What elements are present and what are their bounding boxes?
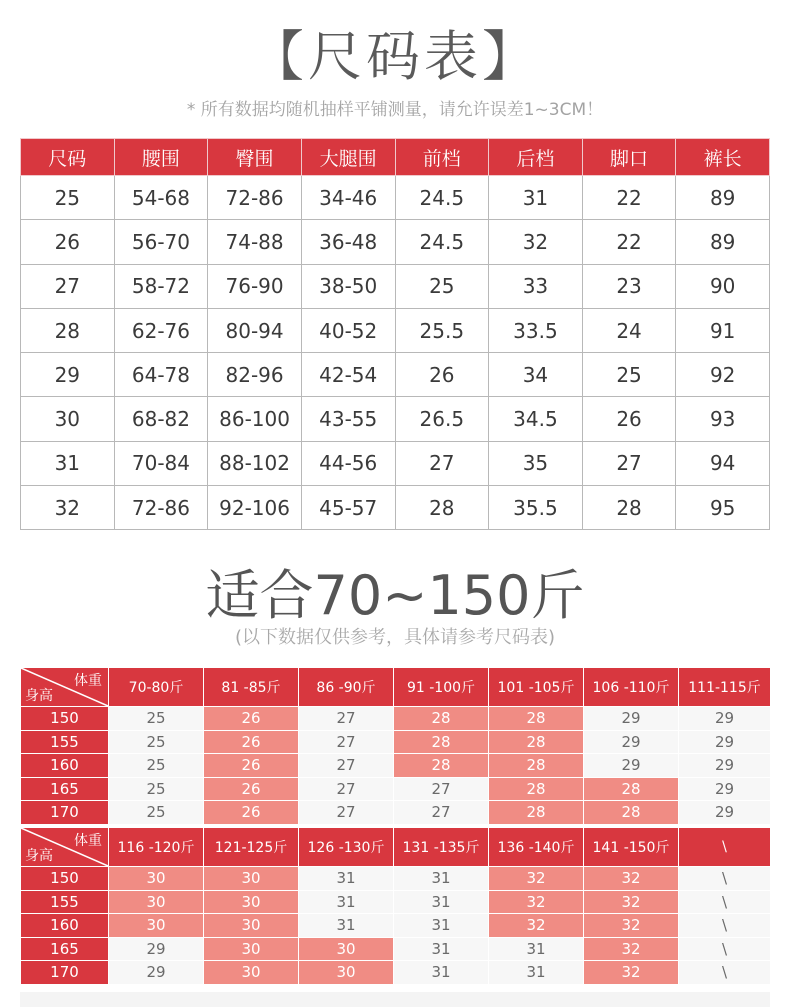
corner-cell [21,828,109,867]
fit-row [21,914,771,938]
size-header-cell: 臀围 [208,139,302,176]
size-cell: 91 [676,308,770,352]
size-cell: 26 [21,220,115,264]
fit-size-cell: 27 [299,801,394,825]
size-row [21,353,770,397]
size-cell: 40-52 [301,308,395,352]
fit-row [21,890,771,914]
fit-size-cell: 25 [109,730,204,754]
size-cell: 34.5 [489,397,583,441]
height-cell: 160 [21,914,109,938]
size-cell: 26 [582,397,676,441]
fit-size-cell: 32 [584,961,679,985]
fit-row [21,777,771,801]
fit-size-cell: 29 [679,754,771,778]
size-cell: 24.5 [395,220,489,264]
fit-size-cell: 28 [584,777,679,801]
size-cell: 29 [21,353,115,397]
fit-header-row [21,828,771,867]
fit-size-cell: 29 [679,707,771,731]
size-cell: 27 [582,441,676,485]
weight-range-cell: 101 -105斤 [489,668,584,707]
size-cell: 93 [676,397,770,441]
size-table-body [21,176,770,530]
size-cell: 34 [489,353,583,397]
corner-weight-label: 体重 [74,833,102,849]
fit-table-2 [20,827,771,985]
fit-size-cell: 30 [109,890,204,914]
fit-row [21,730,771,754]
fit-size-cell: 32 [489,867,584,891]
height-cell: 150 [21,867,109,891]
fit-size-cell: 30 [204,914,299,938]
size-cell: 82-96 [208,353,302,397]
weight-range-cell: 136 -140斤 [489,828,584,867]
size-cell: 80-94 [208,308,302,352]
height-cell: 150 [21,707,109,731]
fit-size-cell: 27 [299,777,394,801]
size-header-cell: 脚口 [582,139,676,176]
measurement-note: * 所有数据均随机抽样平铺测量，请允许误差1~3CM！ [186,100,604,120]
size-cell: 34-46 [301,176,395,220]
size-cell: 24 [582,308,676,352]
fit-size-cell: \ [679,867,771,891]
fit-row [21,937,771,961]
size-cell: 25.5 [395,308,489,352]
fit-row [21,867,771,891]
fit-size-cell: 25 [109,707,204,731]
size-cell: 38-50 [301,264,395,308]
fit-size-cell: 29 [584,754,679,778]
size-row [21,176,770,220]
size-cell: 33 [489,264,583,308]
weight-range-cell: 126 -130斤 [299,828,394,867]
size-cell: 44-56 [301,441,395,485]
size-cell: 56-70 [114,220,208,264]
size-cell: 25 [582,353,676,397]
corner-height-label: 身高 [25,688,53,704]
size-cell: 25 [395,264,489,308]
fit-size-cell: 25 [109,777,204,801]
fit-row [21,707,771,731]
fit-size-cell: 32 [489,890,584,914]
size-cell: 58-72 [114,264,208,308]
fit-size-cell: 26 [204,707,299,731]
fit-size-cell: 30 [109,867,204,891]
fit-size-cell: 28 [489,801,584,825]
fit-size-cell: \ [679,937,771,961]
size-row [21,441,770,485]
fit-size-cell: 32 [489,914,584,938]
fit-size-cell: 29 [679,801,771,825]
fit-size-cell: 28 [489,730,584,754]
height-cell: 160 [21,754,109,778]
fit-size-cell: 28 [489,777,584,801]
fit-size-cell: 31 [394,867,489,891]
weight-range-cell: 131 -135斤 [394,828,489,867]
size-cell: 35 [489,441,583,485]
size-header-cell: 前档 [395,139,489,176]
fit-size-cell: 25 [109,801,204,825]
size-cell: 72-86 [114,486,208,530]
fit-row [21,801,771,825]
fit-size-cell: 31 [394,961,489,985]
fit-size-cell: 31 [299,890,394,914]
height-cell: 170 [21,801,109,825]
size-cell: 32 [489,220,583,264]
fit-size-cell: 27 [299,754,394,778]
size-cell: 22 [582,176,676,220]
size-cell: 35.5 [489,486,583,530]
fit-size-cell: 27 [394,801,489,825]
corner-height-label: 身高 [25,848,53,864]
fit-size-cell: 30 [204,961,299,985]
size-table-header [21,139,770,176]
size-cell: 28 [582,486,676,530]
fit-size-cell: 32 [584,937,679,961]
fit-size-cell: 31 [299,867,394,891]
fit-size-cell: 30 [204,937,299,961]
fit-size-cell: 28 [394,754,489,778]
fit-size-cell: 31 [299,914,394,938]
size-cell: 22 [582,220,676,264]
fit-size-cell: 26 [204,730,299,754]
fit-size-cell: 28 [394,707,489,731]
fit-size-cell: 31 [394,914,489,938]
size-cell: 72-86 [208,176,302,220]
size-cell: 92 [676,353,770,397]
fit-size-cell: 28 [584,801,679,825]
fit-size-cell: 32 [584,867,679,891]
size-cell: 64-78 [114,353,208,397]
weight-range-cell: 70-80斤 [109,668,204,707]
size-header-cell: 后档 [489,139,583,176]
size-cell: 86-100 [208,397,302,441]
fit-size-cell: 30 [109,914,204,938]
size-cell: 74-88 [208,220,302,264]
fit-size-cell: 28 [489,754,584,778]
size-table [20,138,770,530]
fit-row [21,754,771,778]
weight-range-cell: 116 -120斤 [109,828,204,867]
fit-size-cell: 28 [394,730,489,754]
fit-size-cell: 27 [299,707,394,731]
size-cell: 26 [395,353,489,397]
weight-range-cell: 141 -150斤 [584,828,679,867]
size-cell: 24.5 [395,176,489,220]
size-cell: 95 [676,486,770,530]
weight-range-cell: 81 -85斤 [204,668,299,707]
fit-size-cell: 25 [109,754,204,778]
fit-size-cell: 26 [204,801,299,825]
size-row [21,308,770,352]
size-cell: 62-76 [114,308,208,352]
page-title: 【尺码表】 [250,25,540,88]
size-cell: 94 [676,441,770,485]
fit-size-cell: 29 [584,730,679,754]
size-row [21,397,770,441]
fit-size-cell: 27 [299,730,394,754]
size-cell: 33.5 [489,308,583,352]
height-cell: 165 [21,937,109,961]
size-cell: 43-55 [301,397,395,441]
size-cell: 27 [21,264,115,308]
fit-size-cell: \ [679,914,771,938]
fit-size-cell: 30 [299,961,394,985]
size-row [21,264,770,308]
fit-row [21,961,771,985]
height-cell: 155 [21,730,109,754]
fit-size-cell: 26 [204,754,299,778]
size-cell: 88-102 [208,441,302,485]
size-cell: 27 [395,441,489,485]
fit-title: 适合70~150斤 [205,564,585,627]
fit-size-cell: 26 [204,777,299,801]
fit-header-row [21,668,771,707]
size-cell: 28 [21,308,115,352]
size-header-cell: 裤长 [676,139,770,176]
weight-range-cell: 86 -90斤 [299,668,394,707]
size-cell: 89 [676,220,770,264]
size-cell: 54-68 [114,176,208,220]
weight-range-cell: 111-115斤 [679,668,771,707]
size-cell: 28 [395,486,489,530]
fit-size-cell: 31 [489,961,584,985]
fit-size-cell: 27 [394,777,489,801]
bottom-strip [20,992,770,1007]
size-cell: 23 [582,264,676,308]
fit-table-1 [20,667,771,825]
size-cell: 76-90 [208,264,302,308]
fit-size-cell: 32 [584,890,679,914]
fit-size-cell: 28 [489,707,584,731]
height-cell: 165 [21,777,109,801]
size-cell: 31 [489,176,583,220]
fit-size-cell: 30 [204,890,299,914]
fit-size-cell: 29 [679,730,771,754]
fit-size-cell: 29 [109,961,204,985]
size-cell: 68-82 [114,397,208,441]
fit-size-cell: 31 [394,890,489,914]
size-cell: 32 [21,486,115,530]
size-cell: 89 [676,176,770,220]
size-cell: 26.5 [395,397,489,441]
size-cell: 92-106 [208,486,302,530]
weight-range-cell: \ [679,828,771,867]
size-cell: 31 [21,441,115,485]
corner-weight-label: 体重 [74,673,102,689]
fit-size-cell: 30 [299,937,394,961]
size-header-cell: 尺码 [21,139,115,176]
size-cell: 90 [676,264,770,308]
fit-size-cell: 31 [394,937,489,961]
size-row [21,220,770,264]
size-header-cell: 腰围 [114,139,208,176]
weight-range-cell: 106 -110斤 [584,668,679,707]
fit-size-cell: 32 [584,914,679,938]
fit-size-cell: 29 [679,777,771,801]
height-cell: 170 [21,961,109,985]
corner-cell [21,668,109,707]
size-cell: 25 [21,176,115,220]
size-cell: 30 [21,397,115,441]
fit-size-cell: 29 [584,707,679,731]
height-cell: 155 [21,890,109,914]
fit-size-cell: \ [679,961,771,985]
fit-size-cell: 30 [204,867,299,891]
size-cell: 45-57 [301,486,395,530]
fit-size-cell: 29 [109,937,204,961]
fit-size-cell: 31 [489,937,584,961]
fit-note: (以下数据仅供参考，具体请参考尺码表) [234,627,556,648]
size-row [21,486,770,530]
weight-range-cell: 91 -100斤 [394,668,489,707]
fit-size-cell: \ [679,890,771,914]
weight-range-cell: 121-125斤 [204,828,299,867]
size-header-cell: 大腿围 [301,139,395,176]
size-cell: 36-48 [301,220,395,264]
size-cell: 70-84 [114,441,208,485]
size-cell: 42-54 [301,353,395,397]
